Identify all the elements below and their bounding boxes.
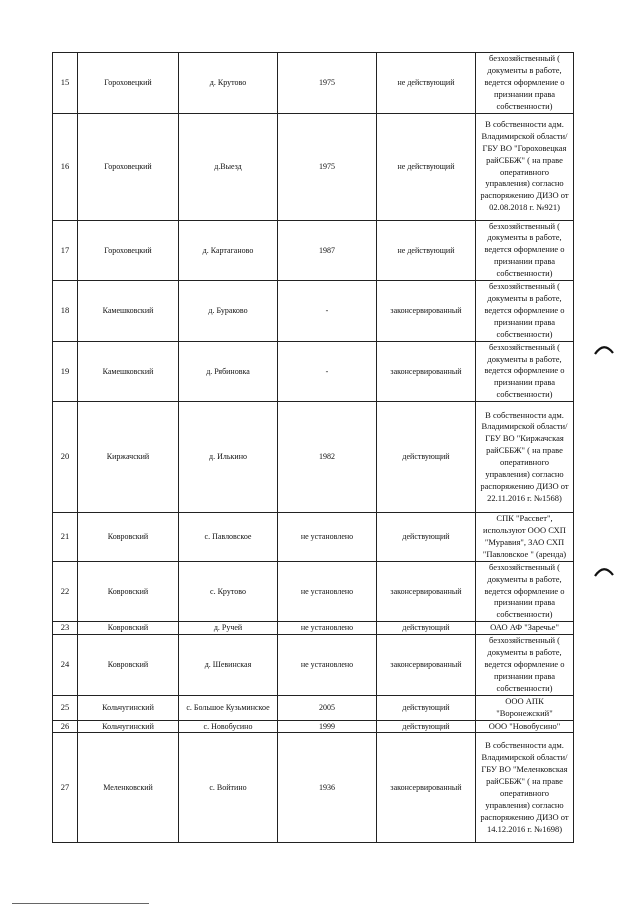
table-row xyxy=(53,635,574,696)
locality-cell: с. Новобусино xyxy=(179,720,278,733)
status-cell: законсервированный xyxy=(377,281,476,342)
ownership-note-cell: ООО АПК "Воронежский" xyxy=(476,695,574,720)
status-cell: законсервированный xyxy=(377,341,476,402)
district-cell: Кольчугинский xyxy=(78,695,179,720)
year-cell: 1975 xyxy=(278,53,377,114)
status-cell: действующий xyxy=(377,720,476,733)
table-row xyxy=(53,695,574,720)
ownership-note-cell: безхозяйственный ( документы в работе, ведется оформление о признании права собственности) xyxy=(476,281,574,342)
row-number: 25 xyxy=(53,695,78,720)
registry-table-body xyxy=(53,53,574,843)
row-number: 15 xyxy=(53,53,78,114)
status-cell: не действующий xyxy=(377,113,476,220)
row-number: 21 xyxy=(53,513,78,562)
row-number: 24 xyxy=(53,635,78,696)
district-cell: Кольчугинский xyxy=(78,720,179,733)
row-number: 27 xyxy=(53,733,78,843)
district-cell: Гороховецкий xyxy=(78,53,179,114)
district-cell: Меленковский xyxy=(78,733,179,843)
row-number: 16 xyxy=(53,113,78,220)
table-row xyxy=(53,561,574,622)
district-cell: Киржачский xyxy=(78,402,179,513)
status-cell: действующий xyxy=(377,402,476,513)
locality-cell: д. Шевинская xyxy=(179,635,278,696)
ownership-note-cell: безхозяйственный ( документы в работе, ведется оформление о признании права собственности) xyxy=(476,635,574,696)
year-cell: не установлено xyxy=(278,561,377,622)
row-number: 17 xyxy=(53,220,78,281)
row-number: 20 xyxy=(53,402,78,513)
district-cell: Камешковский xyxy=(78,281,179,342)
row-number: 26 xyxy=(53,720,78,733)
status-cell: действующий xyxy=(377,695,476,720)
table-row xyxy=(53,622,574,635)
ownership-note-cell: ООО "Новобусино" xyxy=(476,720,574,733)
year-cell: 2005 xyxy=(278,695,377,720)
table-row xyxy=(53,341,574,402)
district-cell: Гороховецкий xyxy=(78,113,179,220)
district-cell: Ковровский xyxy=(78,561,179,622)
locality-cell: д. Рябиновка xyxy=(179,341,278,402)
status-cell: не действующий xyxy=(377,220,476,281)
year-cell: - xyxy=(278,341,377,402)
ownership-note-cell: безхозяйственный ( документы в работе, ведется оформление о признании права собственности) xyxy=(476,220,574,281)
locality-cell: с. Павловское xyxy=(179,513,278,562)
ownership-note-cell: В собственности адм. Владимирской области/ГБУ ВО "Гороховецкая райСББЖ" ( на праве оперативного управления) согласно распоряжению ДИЗО от 02.08.2018 г. №921) xyxy=(476,113,574,220)
table-row xyxy=(53,53,574,114)
year-cell: 1999 xyxy=(278,720,377,733)
district-cell: Гороховецкий xyxy=(78,220,179,281)
ownership-note-cell: СПК "Рассвет", используют ООО СХП "Муравия", ЗАО СХП "Павловское " (аренда) xyxy=(476,513,574,562)
footnote-rule xyxy=(12,903,149,904)
table-row xyxy=(53,220,574,281)
locality-cell: с. Войтино xyxy=(179,733,278,843)
district-cell: Камешковский xyxy=(78,341,179,402)
table-row xyxy=(53,402,574,513)
locality-cell: д. Илькино xyxy=(179,402,278,513)
year-cell: 1987 xyxy=(278,220,377,281)
year-cell: 1936 xyxy=(278,733,377,843)
registry-table xyxy=(52,52,574,843)
status-cell: действующий xyxy=(377,622,476,635)
status-cell: законсервированный xyxy=(377,561,476,622)
locality-cell: д. Ручей xyxy=(179,622,278,635)
status-cell: не действующий xyxy=(377,53,476,114)
year-cell: не установлено xyxy=(278,635,377,696)
district-cell: Ковровский xyxy=(78,513,179,562)
ownership-note-cell: безхозяйственный ( документы в работе, ведется оформление о признании права собственности) xyxy=(476,561,574,622)
ownership-note-cell: безхозяйственный ( документы в работе, ведется оформление о признании права собственности) xyxy=(476,53,574,114)
table-row xyxy=(53,733,574,843)
table-row xyxy=(53,720,574,733)
table-row xyxy=(53,281,574,342)
year-cell: не установлено xyxy=(278,622,377,635)
district-cell: Ковровский xyxy=(78,635,179,696)
row-number: 23 xyxy=(53,622,78,635)
row-number: 19 xyxy=(53,341,78,402)
locality-cell: д.Выезд xyxy=(179,113,278,220)
status-cell: действующий xyxy=(377,513,476,562)
table-row xyxy=(53,113,574,220)
row-number: 22 xyxy=(53,561,78,622)
binder-hole-mark xyxy=(594,565,614,577)
row-number: 18 xyxy=(53,281,78,342)
locality-cell: д. Бураково xyxy=(179,281,278,342)
year-cell: - xyxy=(278,281,377,342)
locality-cell: с. Большое Кузьминское xyxy=(179,695,278,720)
ownership-note-cell: безхозяйственный ( документы в работе, ведется оформление о признании права собственности) xyxy=(476,341,574,402)
table-row xyxy=(53,513,574,562)
locality-cell: д. Картаганово xyxy=(179,220,278,281)
ownership-note-cell: В собственности адм. Владимирской области/ГБУ ВО "Меленковская райСББЖ" ( на праве оперативного управления) согласно распоряжению ДИЗО от 14.12.2016 г. №1698) xyxy=(476,733,574,843)
year-cell: 1975 xyxy=(278,113,377,220)
locality-cell: д. Крутово xyxy=(179,53,278,114)
ownership-note-cell: ОАО АФ "Заречье" xyxy=(476,622,574,635)
status-cell: законсервированный xyxy=(377,733,476,843)
year-cell: не установлено xyxy=(278,513,377,562)
binder-hole-mark xyxy=(594,343,614,355)
ownership-note-cell: В собственности адм. Владимирской области/ГБУ ВО "Киржачская райСББЖ" ( на праве оперативного управления) согласно распоряжению ДИЗО от 22.11.2016 г. №1568) xyxy=(476,402,574,513)
district-cell: Ковровский xyxy=(78,622,179,635)
year-cell: 1982 xyxy=(278,402,377,513)
status-cell: законсервированный xyxy=(377,635,476,696)
locality-cell: с. Крутово xyxy=(179,561,278,622)
